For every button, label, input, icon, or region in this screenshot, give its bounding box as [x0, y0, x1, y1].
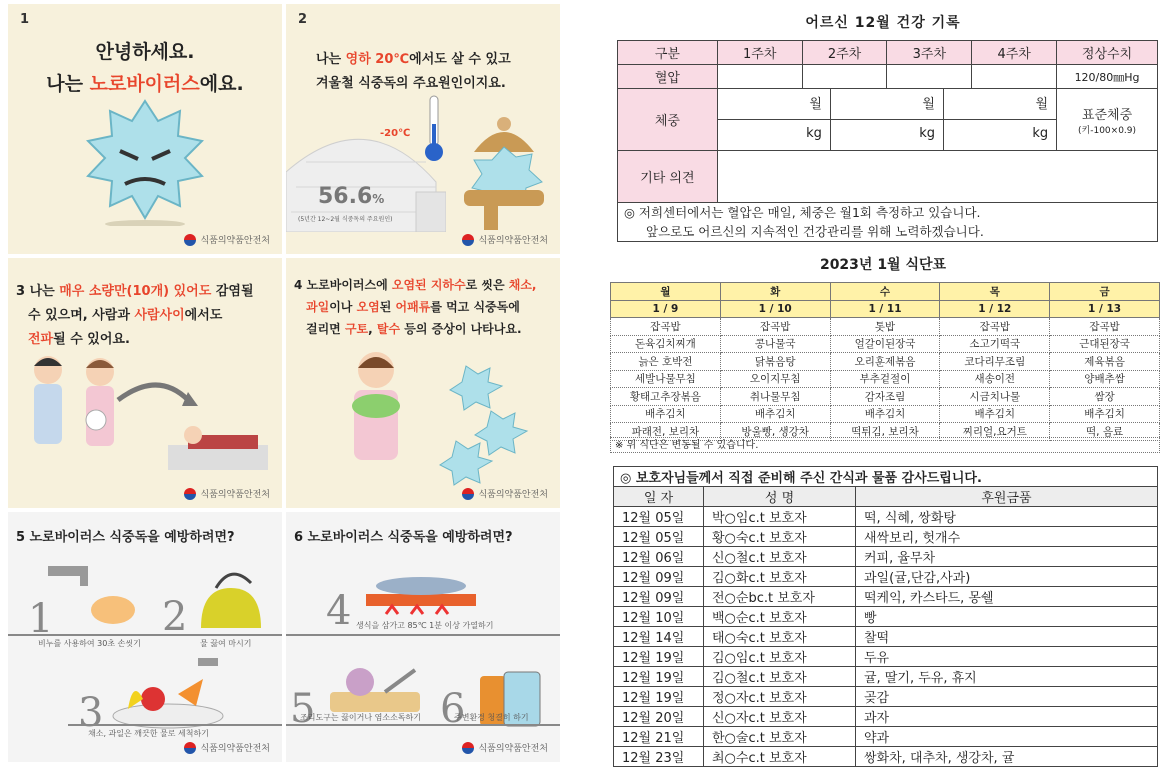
date-mon: 1 / 9	[611, 300, 721, 318]
name-cell: 정○자c.t 보호자	[704, 687, 856, 707]
svg-text:2: 2	[162, 594, 188, 638]
agency-logo-icon	[184, 488, 196, 500]
girl-eating-icon	[316, 346, 546, 486]
weight-kg-row	[717, 120, 1056, 151]
svg-text:5: 5	[290, 686, 316, 732]
bp-week-3[interactable]	[887, 65, 972, 89]
menu-note: ※ 위 식단은 변동될 수 있습니다.	[610, 437, 1160, 453]
name-cell: 김○화c.t 보호자	[704, 567, 856, 587]
menu-table	[610, 282, 1160, 441]
table-row	[614, 587, 1158, 607]
date-cell: 12월 21일	[614, 727, 704, 747]
health-record-table	[617, 40, 1158, 203]
donation-cell: 과자	[856, 707, 1158, 727]
igloo-stat: 56.6%	[318, 184, 385, 209]
name-cell: 최○수c.t 보호자	[704, 747, 856, 767]
agency-logo: 식품의약품안전처	[462, 741, 548, 754]
menu-row	[611, 353, 1160, 371]
poster-panel-4	[286, 258, 560, 508]
header-week-1: 1주차	[717, 41, 802, 65]
header-name: 성 명	[704, 487, 856, 507]
name-cell: 태○숙c.t 보호자	[704, 627, 856, 647]
people-spread-icon	[18, 350, 278, 480]
table-row	[614, 687, 1158, 707]
menu-cell: 쌈장	[1050, 388, 1160, 406]
menu-cell: 돈육김치찌개	[611, 335, 721, 353]
donation-cell: 커피, 율무차	[856, 547, 1158, 567]
menu-row	[611, 335, 1160, 353]
menu-cell: 세발나물무침	[611, 370, 721, 388]
svg-text:1: 1	[28, 596, 54, 642]
panel-1-greeting: 안녕하세요. 나는 노로바이러스에요.	[46, 41, 244, 95]
menu-cell: 배추김치	[611, 405, 721, 423]
menu-cell: 양배추쌈	[1050, 370, 1160, 388]
day-mon: 월	[611, 283, 721, 301]
header-normal-range: 정상수치	[1057, 41, 1158, 65]
weight-month-row	[717, 89, 1056, 120]
poster-panel-5	[8, 512, 282, 762]
day-thu: 목	[940, 283, 1050, 301]
header-week-3: 3주차	[887, 41, 972, 65]
panel-3-text: 3 나는 매우 소량만(10개) 있어도 감염될 수 있으며, 사람과 사람사이에서도 전파될 수 있어요.	[16, 284, 254, 347]
temperature-label: -20℃	[380, 128, 411, 139]
month-cell-1[interactable]: 월	[718, 89, 831, 119]
table-row	[614, 667, 1158, 687]
name-cell: 김○임c.t 보호자	[704, 647, 856, 667]
table-row	[614, 727, 1158, 747]
other-opinion-label: 기타 의견	[618, 151, 718, 203]
agency-logo: 식품의약품안전처	[184, 233, 270, 246]
name-cell: 황○숙c.t 보호자	[704, 527, 856, 547]
menu-cell: 시금치나물	[940, 388, 1050, 406]
name-cell: 전○순bc.t 보호자	[704, 587, 856, 607]
table-row	[614, 527, 1158, 547]
agency-logo: 식품의약품안전처	[184, 741, 270, 754]
menu-cell: 제육볶음	[1050, 353, 1160, 371]
table-row	[614, 707, 1158, 727]
name-cell: 박○임c.t 보호자	[704, 507, 856, 527]
donation-table	[613, 466, 1158, 767]
menu-cell: 떡, 음료	[1050, 423, 1160, 441]
agency-logo-icon	[462, 742, 474, 754]
donation-cell: 곶감	[856, 687, 1158, 707]
menu-row	[611, 388, 1160, 406]
donation-cell: 떡, 식혜, 쌍화탕	[856, 507, 1158, 527]
menu-title: 2023년 1월 식단표	[819, 257, 947, 273]
date-cell: 12월 05일	[614, 507, 704, 527]
health-note: ◎ 저희센터에서는 혈압은 매일, 체중은 월1회 측정하고 있습니다. 앞으로도 어르신의 지속적인 건강관리를 위해 노력하겠습니다.	[617, 202, 1158, 242]
date-fri: 1 / 13	[1050, 300, 1160, 318]
date-cell: 12월 05일	[614, 527, 704, 547]
menu-cell: 배추김치	[1050, 405, 1160, 423]
agency-logo-icon	[184, 742, 196, 754]
table-row	[614, 547, 1158, 567]
date-cell: 12월 19일	[614, 647, 704, 667]
menu-cell: 잡곡밥	[940, 318, 1050, 336]
day-wed: 수	[830, 283, 940, 301]
date-cell: 12월 19일	[614, 687, 704, 707]
menu-row	[611, 318, 1160, 336]
poster-panel-6	[286, 512, 560, 762]
menu-cell: 감자조림	[830, 388, 940, 406]
panel-5-title: 5 노로바이러스 식중독을 예방하려면?	[16, 530, 235, 545]
menu-cell: 방울빵, 생강차	[720, 423, 830, 441]
table-row	[614, 627, 1158, 647]
step-4-caption: 생식을 삼가고 85℃ 1분 이상 가열하기	[356, 621, 494, 630]
fruit-bowl-icon	[78, 654, 228, 734]
date-cell: 12월 09일	[614, 567, 704, 587]
donation-cell: 약과	[856, 727, 1158, 747]
header-date: 일 자	[614, 487, 704, 507]
panel-number: 1	[20, 12, 30, 27]
norovirus-character-icon	[80, 96, 210, 226]
date-cell: 12월 06일	[614, 547, 704, 567]
name-cell: 김○철c.t 보호자	[704, 667, 856, 687]
date-wed: 1 / 11	[830, 300, 940, 318]
menu-cell: 부추겉절이	[830, 370, 940, 388]
agency-logo: 식품의약품안전처	[462, 233, 548, 246]
menu-row	[611, 405, 1160, 423]
date-cell: 12월 19일	[614, 667, 704, 687]
donation-cell: 두유	[856, 647, 1158, 667]
health-record-title: 어르신 12월 건강 기록	[805, 15, 961, 31]
donation-cell: 떡케익, 카스타드, 몽쉘	[856, 587, 1158, 607]
menu-cell: 톳밥	[830, 318, 940, 336]
date-cell: 12월 10일	[614, 607, 704, 627]
agency-logo-icon	[462, 488, 474, 500]
month-cell-2[interactable]: 월	[831, 89, 944, 119]
panel-6-title: 6 노로바이러스 식중독을 예방하려면?	[294, 530, 513, 545]
table-row	[614, 647, 1158, 667]
bp-week-1[interactable]	[717, 65, 802, 89]
bp-normal: 120/80㎜Hg	[1057, 65, 1158, 89]
standard-weight: 표준체중 (키-100×0.9)	[1057, 89, 1158, 151]
donation-cell: 귤, 딸기, 두유, 휴지	[856, 667, 1158, 687]
menu-row	[611, 370, 1160, 388]
donation-cell: 찰떡	[856, 627, 1158, 647]
menu-cell: 얼갈이된장국	[830, 335, 940, 353]
panel-number: 2	[298, 12, 308, 27]
bp-label: 혈압	[618, 65, 718, 89]
other-opinion-field[interactable]	[717, 151, 1157, 203]
donation-cell: 새싹보리, 헛개수	[856, 527, 1158, 547]
header-donation: 후원금품	[856, 487, 1158, 507]
donation-cell: 빵	[856, 607, 1158, 627]
svg-text:6: 6	[440, 686, 466, 732]
header-week-2: 2주차	[802, 41, 887, 65]
handwash-icon	[18, 562, 138, 642]
igloo-stat-note: (5년간 12~2월 식중독의 주요원인)	[298, 216, 393, 223]
bp-week-2[interactable]	[802, 65, 887, 89]
menu-cell: 늙은 호박전	[611, 353, 721, 371]
table-row	[614, 567, 1158, 587]
menu-cell: 오이지무침	[720, 370, 830, 388]
thermometer-icon	[422, 94, 446, 164]
step-5-caption: 조리도구는 끓이거나 염소소독하기	[300, 713, 422, 722]
agency-logo: 식품의약품안전처	[184, 487, 270, 500]
menu-cell: 콩나물국	[720, 335, 830, 353]
svg-text:4: 4	[326, 588, 352, 634]
table-row	[614, 507, 1158, 527]
agency-logo-icon	[184, 234, 196, 246]
step-1-caption: 비누를 사용하여 30초 손씻기	[38, 639, 141, 648]
poster-panel-3	[8, 258, 282, 508]
panel-4-text: 4 노로바이러스에 오염된 지하수로 씻은 채소, 과일이나 오염된 어패류를 먹고 식중독에 걸리면 구토, 탈수 등의 증상이 나타나요.	[294, 278, 537, 336]
panel-2-text: 나는 영하 20℃에서도 살 수 있고 겨울철 식중독의 주요원인이지요.	[316, 52, 511, 91]
norovirus-poster	[8, 4, 560, 762]
kettle-icon	[156, 558, 276, 638]
donation-title: ◎ 보호자님들께서 직접 준비해 주신 간식과 물품 감사드립니다.	[614, 467, 1158, 487]
header-week-4: 4주차	[972, 41, 1057, 65]
name-cell: 백○순c.t 보호자	[704, 607, 856, 627]
menu-cell: 배추김치	[830, 405, 940, 423]
header-category: 구분	[618, 41, 718, 65]
date-cell: 12월 14일	[614, 627, 704, 647]
menu-cell: 오리훈제볶음	[830, 353, 940, 371]
poster-panel-2	[286, 4, 560, 254]
kg-cell-3[interactable]: kg	[1032, 126, 1049, 141]
date-thu: 1 / 12	[940, 300, 1050, 318]
date-cell: 12월 23일	[614, 747, 704, 767]
date-cell: 12월 20일	[614, 707, 704, 727]
date-tue: 1 / 10	[720, 300, 830, 318]
day-tue: 화	[720, 283, 830, 301]
menu-cell: 배추김치	[940, 405, 1050, 423]
menu-cell: 취나물무침	[720, 388, 830, 406]
menu-cell: 떡튀김, 보리차	[830, 423, 940, 441]
table-row	[614, 747, 1158, 767]
menu-cell: 코다리무조림	[940, 353, 1050, 371]
menu-cell: 소고기떡국	[940, 335, 1050, 353]
step-3-caption: 채소, 과일은 깨끗한 물로 세척하기	[88, 729, 209, 738]
table-row	[614, 607, 1158, 627]
menu-cell: 잡곡밥	[1050, 318, 1160, 336]
menu-cell: 찌리얼,요거트	[940, 423, 1050, 441]
menu-cell: 잡곡밥	[611, 318, 721, 336]
bp-week-4[interactable]	[972, 65, 1057, 89]
bundled-virus-icon	[454, 112, 554, 232]
step-2-caption: 물 끓여 마시기	[200, 639, 252, 648]
menu-cell: 닭볶음탕	[720, 353, 830, 371]
menu-cell: 파래전, 보리차	[611, 423, 721, 441]
menu-cell: 새송이전	[940, 370, 1050, 388]
menu-cell: 배추김치	[720, 405, 830, 423]
menu-cell: 근대된장국	[1050, 335, 1160, 353]
svg-text:3: 3	[78, 690, 104, 734]
menu-cell: 황태고추장볶음	[611, 388, 721, 406]
donation-cell: 과일(귤,단감,사과)	[856, 567, 1158, 587]
kg-cell-2[interactable]: kg	[831, 120, 944, 150]
month-cell-3[interactable]: 월	[1035, 97, 1049, 112]
weight-label: 체중	[618, 89, 718, 151]
poster-panel-1	[8, 4, 282, 254]
agency-logo: 식품의약품안전처	[462, 487, 548, 500]
kg-cell-1[interactable]: kg	[718, 120, 831, 150]
date-cell: 12월 09일	[614, 587, 704, 607]
day-fri: 금	[1050, 283, 1160, 301]
name-cell: 한○술c.t 보호자	[704, 727, 856, 747]
name-cell: 신○철c.t 보호자	[704, 547, 856, 567]
menu-cell: 잡곡밥	[720, 318, 830, 336]
step-6-caption: 주변환경 청결히 하기	[454, 713, 529, 722]
agency-logo-icon	[462, 234, 474, 246]
donation-cell: 쌍화차, 대추차, 생강차, 귤	[856, 747, 1158, 767]
name-cell: 신○자c.t 보호자	[704, 707, 856, 727]
